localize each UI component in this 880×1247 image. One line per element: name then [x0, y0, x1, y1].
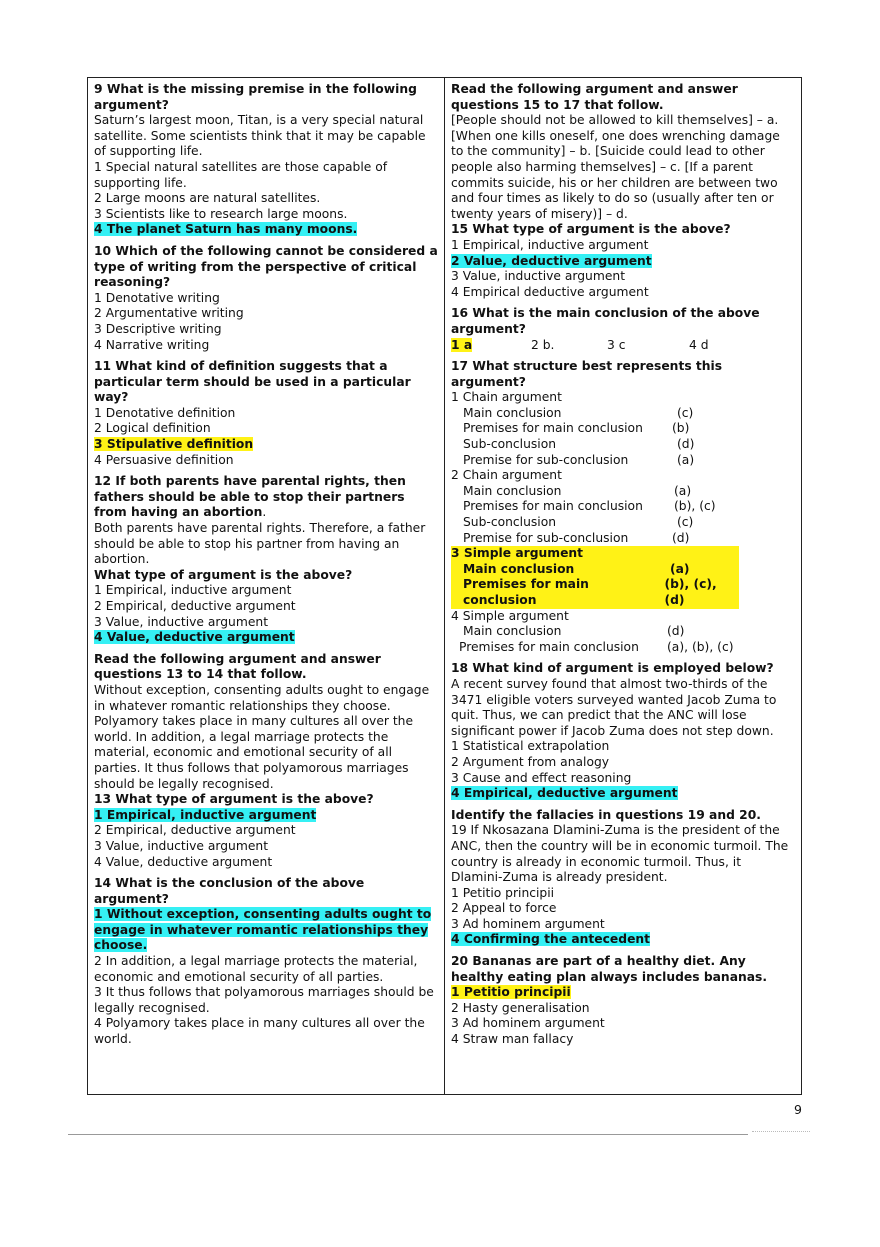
option: 2 b. — [531, 337, 555, 352]
answer-highlight: 4 Empirical, deductive argument — [451, 786, 678, 801]
question-title: Identify the fallacies in questions 19 and 20. — [451, 807, 761, 822]
footer-mark — [752, 1131, 810, 1135]
question-13 — [94, 792, 438, 870]
question-15 — [451, 222, 795, 300]
question-title: 15 What type of argument is the above? — [451, 222, 731, 237]
question-title: Read the following argument and answer questions 13 to 14 that follow. — [94, 651, 381, 682]
option: 3 Cause and effect reasoning — [451, 770, 632, 785]
question-title: Read the following argument and answer questions 15 to 17 that follow. — [451, 82, 738, 112]
option: 2 In addition, a legal marriage protects the material, economic and emotional security of all parties. — [94, 954, 418, 984]
option: 2 Logical definition — [94, 421, 211, 436]
option: 4 Value, deductive argument — [94, 854, 273, 869]
option: 3 Ad hominem argument — [451, 916, 605, 931]
question-body: [People should not be allowed to kill themselves] – a. [When one kills oneself, one does wrenching damage to the community] – b. [Suicide could lead to other people also harming themselves] – c. [If a parent commits suicide, his or her children are between two and four times as likely to do so (usually after ten or twenty years of misery)] – d. — [451, 113, 780, 221]
option: 2 Empirical, deductive argument — [94, 599, 296, 613]
question-body: 19 If Nkosazana Dlamini-Zuma is the president of the ANC, then the country will be in economic turmoil. The country is already in economic turmoil. Thus, it Dlamini-Zuma is already president. — [451, 823, 789, 885]
question-body: Without exception, consenting adults ought to engage in whatever romantic relationships they choose. Polyamory takes place in many cultures all over the world. In addition, a legal marriage protects the material, economic and emotional security of all parties. It thus follows that polyamorous marriages should be legally recognised. — [94, 682, 430, 791]
option: 3 Scientists like to research large moons. — [94, 206, 348, 221]
question-title: 18 What kind of argument is employed below? — [451, 661, 774, 676]
question-13-intro — [94, 652, 438, 792]
structure-row: Premise for sub-conclusion (a) — [463, 452, 695, 467]
answer-highlight: 1 a — [451, 337, 473, 352]
option: 2 Empirical, deductive argument — [94, 823, 296, 838]
option: 2 Argument from analogy — [451, 754, 610, 769]
question-16 — [451, 306, 795, 353]
question-18 — [451, 661, 795, 801]
question-11 — [94, 359, 438, 468]
option: 3 It thus follows that polyamorous marriages should be legally recognised. — [94, 985, 434, 1015]
answer-highlight: 3 Stipulative definition — [94, 437, 254, 452]
question-title: 16 What is the main conclusion of the above argument? — [451, 306, 760, 336]
answer-highlight: 1 Petitio principii — [451, 985, 571, 1000]
question-12 — [94, 474, 438, 646]
option: 3 Value, inductive argument — [451, 269, 626, 284]
option: 4 Straw man fallacy — [451, 1032, 574, 1047]
options-row — [451, 338, 795, 354]
option: 4 Polyamory takes place in many cultures all over the world. — [94, 1016, 425, 1047]
answer-highlight: 1 Empirical, inductive argument — [94, 807, 317, 822]
structure-row: Main conclusion (a) — [463, 561, 690, 576]
option: 1 Petitio principii — [451, 885, 555, 900]
question-14 — [94, 876, 438, 1048]
option: 2 Appeal to force — [451, 901, 557, 916]
title-end: . — [262, 505, 267, 520]
question-title: 13 What type of argument is the above? — [94, 792, 374, 807]
question-body: A recent survey found that almost two-thirds of the 3471 eligible voters surveyed wanted Jacob Zuma to quit. Thus, we can predict that the ANC will lose significant power if Jacob Zuma does not step down. — [451, 676, 777, 738]
option: 3 Simple argument — [451, 546, 584, 561]
question-19 — [451, 808, 795, 948]
question-title: 14 What is the conclusion of the above argument? — [94, 876, 365, 906]
question-prompt: What type of argument is the above? — [94, 567, 353, 582]
structure-row: Sub-conclusion (c) — [463, 515, 694, 530]
structure-row: Premise for sub-conclusion (d) — [463, 530, 690, 545]
option: 4 Persuasive definition — [94, 452, 234, 467]
option: 1 Statistical extrapolation — [451, 739, 610, 754]
option: 4 Empirical deductive argument — [451, 284, 649, 299]
page-number: 9 — [794, 1102, 802, 1117]
question-title: 12 If both parents have parental rights, then fathers should be able to stop their partners from having an abortion — [94, 474, 406, 520]
question-body: Saturn’s largest moon, Titan, is a very special natural satellite. Some scientists think that it may be capable of supporting life. — [94, 113, 426, 159]
option: 3 Value, inductive argument — [94, 838, 269, 853]
option: 1 Empirical, inductive argument — [451, 237, 649, 252]
question-title: 20 Bananas are part of a healthy diet. Any healthy eating plan always includes bananas. — [451, 954, 768, 984]
option: 2 Chain argument — [451, 468, 562, 483]
structure-row: Premises for main conclusion (b) — [463, 421, 690, 436]
structure-row: Premises for main conclusion (b), (c) — [463, 499, 716, 514]
structure-row: Sub-conclusion (d) — [463, 437, 695, 452]
option: 1 Empirical, inductive argument — [94, 583, 292, 598]
option: 3 Descriptive writing — [94, 321, 222, 336]
option: 2 Argumentative writing — [94, 306, 244, 321]
footer-divider — [68, 1134, 748, 1135]
option: 3 Ad hominem argument — [451, 1016, 605, 1031]
question-title: 17 What structure best represents this argument? — [451, 359, 723, 389]
question-body: Both parents have parental rights. Therefore, a father should be able to stop his partner from having an abortion. — [94, 521, 426, 567]
left-column — [88, 78, 445, 1094]
question-17 — [451, 359, 795, 655]
structure-row: Main conclusion (a) — [463, 483, 692, 498]
answer-highlight: 2 Value, deductive argument — [451, 253, 652, 268]
option: 3 Value, inductive argument — [94, 614, 269, 629]
question-title: 10 Which of the following cannot be considered a type of writing from the perspective of critical reasoning? — [94, 243, 438, 290]
answer-highlight-block — [451, 546, 739, 608]
structure-row: Main conclusion (c) — [463, 405, 694, 420]
option: 2 Hasty generalisation — [451, 1000, 590, 1015]
option: 3 c — [607, 337, 626, 352]
option: 2 Large moons are natural satellites. — [94, 191, 321, 206]
question-title: 11 What kind of definition suggests that a particular term should be used in a particular way? — [94, 359, 411, 405]
question-15-intro — [451, 82, 795, 222]
question-9 — [94, 82, 438, 238]
question-20 — [451, 954, 795, 1048]
option: 1 Denotative definition — [94, 405, 236, 420]
structure-row: Premises for main conclusion (b), (c), (d) — [463, 577, 717, 607]
option: 4 Simple argument — [451, 608, 569, 623]
structure-row: Premises for main conclusion (a), (b), (c) — [459, 639, 734, 654]
option: 1 Special natural satellites are those capable of supporting life. — [94, 159, 388, 190]
option: 1 Denotative writing — [94, 290, 220, 305]
answer-highlight: 4 Value, deductive argument — [94, 630, 295, 645]
questions-table — [87, 77, 802, 1095]
answer-highlight: 4 The planet Saturn has many moons. — [94, 222, 358, 237]
answer-highlight: 1 Without exception, consenting adults ought to engage in whatever romantic relationships they choose. — [94, 907, 432, 953]
structure-row: Main conclusion (d) — [463, 624, 685, 639]
question-10 — [94, 244, 438, 353]
option: 1 Chain argument — [451, 390, 562, 405]
answer-highlight: 4 Confirming the antecedent — [451, 932, 651, 947]
option: 4 Narrative writing — [94, 337, 210, 352]
right-column — [445, 78, 801, 1094]
question-title: 9 What is the missing premise in the following argument? — [94, 82, 417, 112]
option: 4 d — [689, 337, 709, 352]
